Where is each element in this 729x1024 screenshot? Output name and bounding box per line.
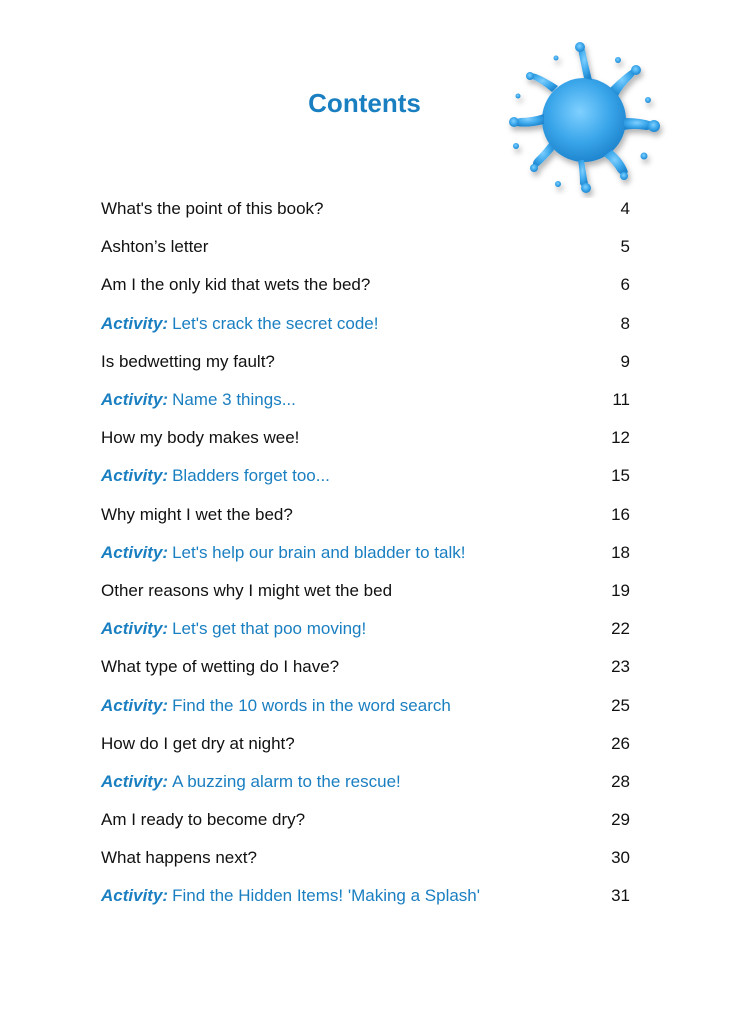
toc-entry-label: What type of wetting do I have? [101, 657, 340, 677]
toc-entry-label: What happens next? [101, 848, 257, 868]
activity-label: Activity: [101, 313, 169, 333]
toc-page-number: 19 [611, 580, 630, 600]
toc-entry-title [101, 275, 370, 295]
toc-entry-title [101, 466, 330, 486]
toc-entry[interactable] [101, 801, 630, 839]
toc-entry-label: Why might I wet the bed? [101, 504, 293, 524]
toc-entry-label: Let's crack the secret code! [172, 313, 379, 333]
toc-entry-label: Let's get that poo moving! [172, 619, 367, 639]
toc-page-number: 18 [611, 542, 630, 562]
toc-entry-title [101, 199, 324, 219]
toc-page-number: 4 [620, 199, 630, 219]
toc-page-number: 16 [611, 504, 630, 524]
toc-entry-title [101, 810, 305, 830]
toc-entry-label: How do I get dry at night? [101, 733, 295, 753]
toc-entry-title [101, 581, 392, 601]
toc-entry-label: Am I ready to become dry? [101, 810, 306, 830]
toc-page-number: 22 [611, 619, 630, 639]
toc-entry[interactable] [101, 763, 630, 801]
toc-entry[interactable] [101, 648, 630, 686]
activity-label: Activity: [101, 886, 169, 906]
toc-entry-label: Ashton’s letter [101, 237, 209, 257]
activity-label: Activity: [101, 542, 169, 562]
toc-entry-label: Is bedwetting my fault? [101, 351, 275, 371]
toc-entry-label: A buzzing alarm to the rescue! [172, 771, 401, 791]
toc-entry[interactable] [101, 572, 630, 610]
table-of-contents [101, 190, 630, 916]
toc-entry-title [101, 352, 275, 372]
toc-entry-title [101, 696, 451, 716]
toc-entry-label: How my body makes wee! [101, 428, 300, 448]
toc-entry-label: What's the point of this book? [101, 199, 324, 219]
toc-entry-title [101, 848, 257, 868]
toc-entry-label: Find the 10 words in the word search [172, 695, 451, 715]
toc-page-number: 31 [611, 886, 630, 906]
toc-entry-title [101, 314, 378, 334]
toc-entry[interactable] [101, 725, 630, 763]
toc-entry[interactable] [101, 343, 630, 381]
activity-label: Activity: [101, 390, 169, 410]
toc-entry-title [101, 886, 480, 906]
toc-entry[interactable] [101, 419, 630, 457]
toc-entry[interactable] [101, 457, 630, 495]
toc-page-number: 30 [611, 848, 630, 868]
toc-entry-label: Am I the only kid that wets the bed? [101, 275, 371, 295]
toc-page-number: 5 [620, 237, 630, 257]
toc-page-number: 11 [612, 390, 630, 410]
toc-page-number: 28 [611, 771, 630, 791]
toc-page-number: 26 [611, 733, 630, 753]
toc-entry-label: Name 3 things... [172, 390, 296, 410]
toc-entry[interactable] [101, 686, 630, 724]
toc-page-number: 23 [611, 657, 630, 677]
toc-entry-label: Bladders forget too... [172, 466, 330, 486]
toc-entry-title [101, 390, 296, 410]
toc-entry-title [101, 543, 465, 563]
toc-page-number: 25 [611, 695, 630, 715]
toc-entry[interactable] [101, 228, 630, 266]
toc-entry-title [101, 772, 401, 792]
activity-label: Activity: [101, 466, 169, 486]
toc-page-number: 12 [611, 428, 630, 448]
toc-entry[interactable] [101, 877, 630, 915]
toc-entry-label: Find the Hidden Items! 'Making a Splash' [172, 886, 481, 906]
toc-entry[interactable] [101, 266, 630, 304]
toc-entry[interactable] [101, 190, 630, 228]
toc-entry-title [101, 428, 299, 448]
toc-page-number: 9 [620, 351, 630, 371]
activity-label: Activity: [101, 695, 169, 715]
toc-entry[interactable] [101, 305, 630, 343]
page-title: Contents [308, 88, 421, 118]
toc-entry-title [101, 619, 366, 639]
toc-entry-title [101, 657, 339, 677]
water-splash-icon [500, 38, 670, 198]
toc-entry[interactable] [101, 839, 630, 877]
toc-entry-title [101, 237, 208, 257]
activity-label: Activity: [101, 619, 169, 639]
toc-page-number: 15 [611, 466, 630, 486]
toc-entry[interactable] [101, 610, 630, 648]
toc-page-number: 8 [620, 313, 630, 333]
toc-entry[interactable] [101, 496, 630, 534]
toc-page-number: 29 [611, 810, 630, 830]
toc-entry-title [101, 505, 293, 525]
activity-label: Activity: [101, 771, 169, 791]
toc-entry-title [101, 734, 295, 754]
toc-entry-label: Other reasons why I might wet the bed [101, 580, 393, 600]
toc-entry-label: Let's help our brain and bladder to talk! [172, 542, 466, 562]
toc-page-number: 6 [620, 275, 630, 295]
toc-entry[interactable] [101, 534, 630, 572]
toc-entry[interactable] [101, 381, 630, 419]
